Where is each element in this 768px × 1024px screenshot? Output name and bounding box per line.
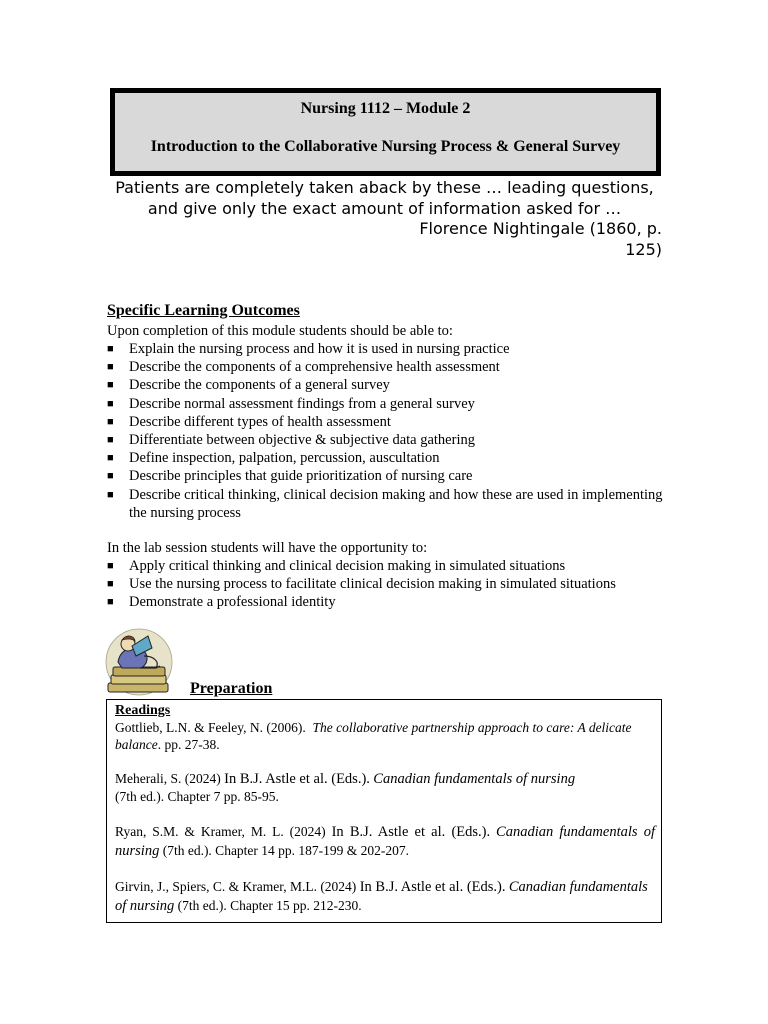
quote-attribution-line-2: 125)	[625, 239, 662, 259]
reference-item: Meherali, S. (2024) In B.J. Astle et al. (Eds.). Canadian fundamentals of nursing (7th ed.). Chapter 7 pp. 85-95.	[115, 771, 576, 804]
bullet-icon: ■	[107, 415, 114, 428]
learning-outcomes-heading: Specific Learning Outcomes	[107, 302, 300, 319]
reference-item: Gottlieb, L.N. & Feeley, N. (2006). The collaborative partnership approach to care: A delicate balance. pp. 27-38.	[115, 720, 632, 752]
bullet-icon: ■	[107, 361, 114, 374]
readings-label: Readings	[115, 703, 171, 718]
list-item: ■ Describe normal assessment findings from a general survey	[107, 395, 475, 412]
bullet-icon: ■	[107, 397, 114, 410]
list-item: ■ Define inspection, palpation, percussion, auscultation	[107, 450, 440, 467]
list-item: ■ Apply critical thinking and clinical decision making in simulated situations	[107, 558, 566, 574]
list-item: ■ Describe different types of health assessment	[107, 413, 391, 430]
outcomes-intro: Upon completion of this module students should be able to:	[107, 323, 453, 339]
module-title-box	[110, 88, 661, 176]
module-number: Nursing 1112 – Module 2	[300, 100, 471, 117]
list-item: ■ Differentiate between objective & subjective data gathering	[107, 432, 475, 449]
bullet-icon: ■	[107, 434, 114, 447]
bullet-icon: ■	[107, 470, 114, 483]
bullet-icon: ■	[107, 488, 114, 501]
reference-title: Canadian fundamentals of nursing	[115, 823, 655, 859]
preparation-heading: Preparation	[190, 680, 273, 697]
bullet-icon: ■	[107, 379, 114, 392]
list-item: ■ Explain the nursing process and how it is used in nursing practice	[107, 341, 510, 357]
bullet-icon: ■	[107, 578, 114, 591]
list-item: ■ Use the nursing process to facilitate clinical decision making in simulated situations	[107, 576, 616, 593]
list-item: ■ Demonstrate a professional identity	[107, 594, 336, 611]
epigraph-quote	[107, 178, 662, 260]
reference-title: Canadian fundamentals of nursing	[115, 878, 648, 914]
quote-text: Patients are completely taken aback by these … leading questions, and give only the exact amount of information asked for …	[115, 178, 654, 218]
lab-intro: In the lab session students will have the opportunity to:	[107, 540, 428, 556]
outcomes-list	[107, 340, 667, 522]
bullet-icon: ■	[107, 452, 114, 465]
reading-books-icon	[104, 626, 174, 696]
quote-attribution-line-1: Florence Nightingale (1860, p.	[419, 219, 662, 238]
readings-box	[106, 699, 662, 923]
reference-title: Canadian fundamentals of nursing	[373, 771, 576, 787]
list-item: ■ Describe principles that guide prioritization of nursing care	[107, 468, 473, 485]
list-item: ■ Describe the components of a comprehensive health assessment	[107, 359, 500, 376]
list-item: ■ Describe the components of a general survey	[107, 377, 390, 394]
reference-title: The collaborative partnership approach to care: A delicate balance	[115, 720, 632, 752]
reference-item: Girvin, J., Spiers, C. & Kramer, M.L. (2024) In B.J. Astle et al. (Eds.). Canadian fundamentals of nursing (7th ed.). Chapter 15 pp. 212-230.	[115, 878, 648, 914]
reference-item: Ryan, S.M. & Kramer, M. L. (2024) In B.J. Astle et al. (Eds.). Canadian fundamentals of nursing (7th ed.). Chapter 14 pp. 187-199 & 202-207.	[115, 823, 655, 859]
lab-list	[107, 557, 667, 612]
bullet-icon: ■	[107, 560, 114, 572]
bullet-icon: ■	[107, 596, 114, 609]
bullet-icon: ■	[107, 343, 114, 355]
list-item: ■ Describe critical thinking, clinical decision making and how these are used in implementing the nursing process	[107, 486, 663, 521]
module-title: Introduction to the Collaborative Nursing Process & General Survey	[150, 138, 621, 155]
